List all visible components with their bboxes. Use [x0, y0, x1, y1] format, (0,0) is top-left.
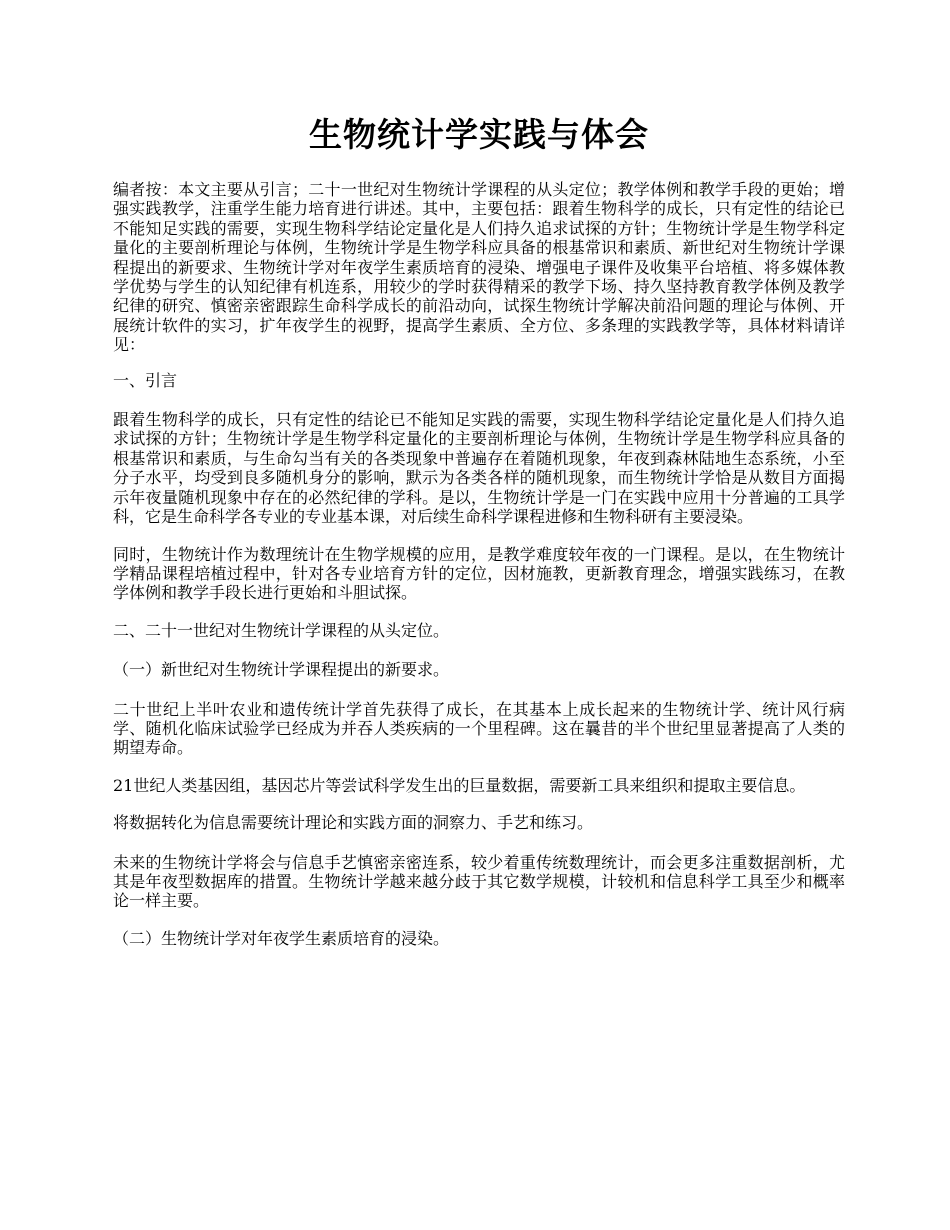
- section-heading-repositioning: 二、二十一世纪对生物统计学课程的从头定位。: [113, 620, 450, 640]
- document-page: [113, 112, 845, 966]
- introduction-paragraph-2: 同时，生物统计作为数理统计在生物学规模的应用，是教学难度较年夜的一门课程。是以，在生物统计学精品课程培植过程中，针对各专业培育方针的定位，因材施教，更新教育理念，增强实践练习，在教学体例和教学手段长进行更始和斗胆试探。: [113, 544, 845, 603]
- document-title: 生物统计学实践与体会: [309, 115, 649, 154]
- editor-note-paragraph: 编者按：本文主要从引言；二十一世纪对生物统计学课程的从头定位；教学体例和教学手段的更始；增强实践教学，注重学生能力培育进行讲述。其中，主要包括：跟着生物科学的成长，只有定性的结论已不能知足实践的需要，实现生物科学结论定量化是人们持久追求试探的方针；生物统计学是生物学科定量化的主要剖析理论与体例，生物统计学是生物学科应具备的根基常识和素质、新世纪对生物统计学课程提出的新要求、生物统计学对年夜学生素质培育的浸染、增强电子课件及收集平台培植、将多媒体教学优势与学生的认知纪律有机连系，用较少的学时获得精采的教学下场、持久坚持教育教学体例及教学纪律的研究、慎密亲密跟踪生命科学成长的前沿动向，试探生物统计学解决前沿问题的理论与体例、开展统计软件的实习，扩年夜学生的视野，提高学生素质、全方位、多条理的实践教学等，具体材料请详见：: [113, 180, 845, 355]
- introduction-paragraph-1: 跟着生物科学的成长，只有定性的结论已不能知足实践的需要，实现生物科学结论定量化是人们持久追求试探的方针；生物统计学是生物学科定量化的主要剖析理论与体例，生物统计学是生物学科应具备的根基常识和素质，与生命勾当有关的各类现象中普遍存在着随机现象，年夜到森林陆地生态系统，小至分子水平，均受到良多随机身分的影响，默示为各类各样的随机现象，而生物统计学恰是从数目方面揭示年夜量随机现象中存在的必然纪律的学科。是以，生物统计学是一门在实践中应用十分普遍的工具学科，它是生命科学各专业的专业基本课，对后续生命科学课程进修和生物科研有主要浸染。: [113, 410, 845, 527]
- subsection-heading-new-requirements: （一）新世纪对生物统计学课程提出的新要求。: [113, 660, 450, 680]
- body-paragraph-future-biostatistics: 未来的生物统计学将会与信息手艺慎密亲密连系，较少着重传统数理统计，而会更多注重数据剖析，尤其是年夜型数据库的措置。生物统计学越来越分歧于其它数学规模，计较机和信息科学工具至少和概率论一样主要。: [113, 852, 845, 911]
- body-paragraph-data-to-information: 将数据转化为信息需要统计理论和实践方面的洞察力、手艺和练习。: [113, 813, 594, 833]
- body-paragraph-twentieth-century: 二十世纪上半叶农业和遗传统计学首先获得了成长，在其基本上成长起来的生物统计学、统计风行病学、随机化临床试验学已经成为并吞人类疾病的一个里程碑。这在曩昔的半个世纪里显著提高了人类的期望寿命。: [113, 699, 845, 758]
- subsection-heading-student-quality: （二）生物统计学对年夜学生素质培育的浸染。: [113, 928, 450, 948]
- body-paragraph-genome-data: 21世纪人类基因组，基因芯片等尝试科学发生出的巨量数据，需要新工具来组织和提取主要信息。: [113, 775, 806, 795]
- section-heading-introduction: 一、引言: [113, 370, 178, 390]
